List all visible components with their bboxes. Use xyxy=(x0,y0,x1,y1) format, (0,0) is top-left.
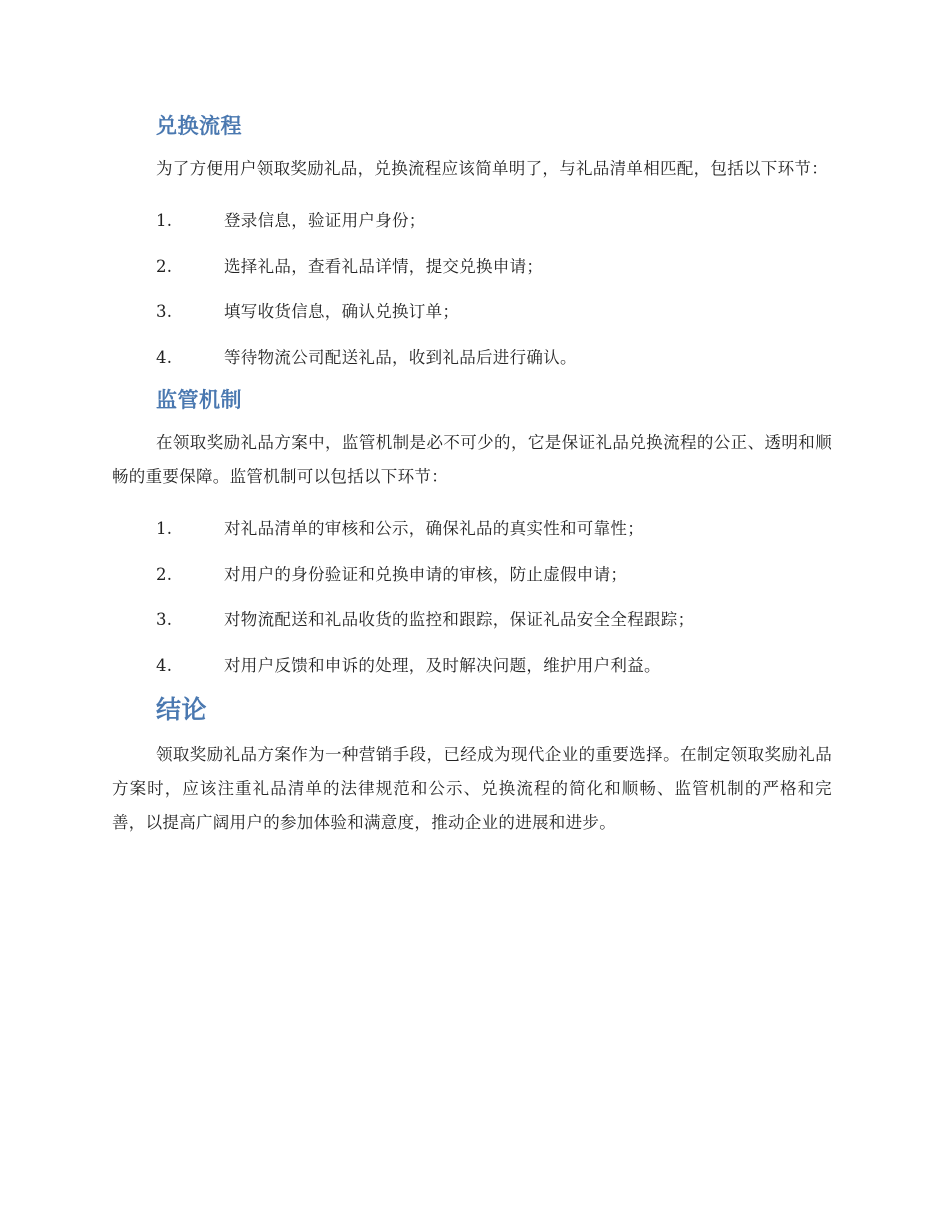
section-conclusion-paragraph: 领取奖励礼品方案作为一种营销手段，已经成为现代企业的重要选择。在制定领取奖励礼品方案时，应该注重礼品清单的法律规范和公示、兑换流程的简化和顺畅、监管机制的严格和完善，以提高广阔用户的参加体验和满意度，推动企业的进展和进步。 xyxy=(112,745,832,832)
list-item xyxy=(112,506,832,552)
list-item-number: 1. xyxy=(156,519,173,538)
list-item xyxy=(112,244,832,290)
list-item-number: 3. xyxy=(156,610,173,629)
list-item xyxy=(112,335,832,381)
list-item-text: 选择礼品，查看礼品详情，提交兑换申请； xyxy=(224,256,544,276)
section-heading: 结论 xyxy=(156,695,208,724)
list-item-number: 4. xyxy=(156,655,173,675)
section-exchange-process xyxy=(112,108,832,382)
list-item-text: 登录信息，验证用户身份； xyxy=(224,211,426,230)
list-item-number: 2. xyxy=(156,256,173,276)
section-heading: 兑换流程 xyxy=(156,114,242,138)
list-item xyxy=(112,552,832,598)
list-item-number: 2. xyxy=(156,564,173,584)
list-item-text: 对用户的身份验证和兑换申请的审核，防止虚假申请； xyxy=(224,564,628,584)
list-item-text: 对礼品清单的审核和公示，确保礼品的真实性和可靠性； xyxy=(224,519,644,538)
section-intro-paragraph: 在领取奖励礼品方案中，监管机制是必不可少的，它是保证礼品兑换流程的公正、透明和顺畅的重要保障。监管机制可以包括以下环节： xyxy=(112,433,832,486)
list-item-number: 4. xyxy=(156,347,173,367)
list-item-text: 对用户反馈和申诉的处理，及时解决问题，维护用户利益。 xyxy=(224,655,661,675)
document-content xyxy=(112,108,832,840)
step-list xyxy=(112,198,832,380)
list-item xyxy=(112,597,832,643)
section-intro-paragraph: 为了方便用户领取奖励礼品，兑换流程应该简单明了，与礼品清单相匹配，包括以下环节： xyxy=(156,159,828,178)
list-item-text: 等待物流公司配送礼品，收到礼品后进行确认。 xyxy=(224,347,577,367)
list-item-number: 3. xyxy=(156,302,173,321)
section-heading: 监管机制 xyxy=(156,388,242,412)
section-supervision-mechanism xyxy=(112,382,832,690)
list-item-number: 1. xyxy=(156,211,173,230)
list-item xyxy=(112,643,832,689)
list-item-text: 填写收货信息，确认兑换订单； xyxy=(224,302,460,321)
list-item-text: 对物流配送和礼品收货的监控和跟踪，保证礼品安全全程跟踪； xyxy=(224,610,695,629)
section-conclusion xyxy=(112,690,832,840)
list-item xyxy=(112,198,832,244)
list-item xyxy=(112,289,832,335)
step-list xyxy=(112,506,832,688)
